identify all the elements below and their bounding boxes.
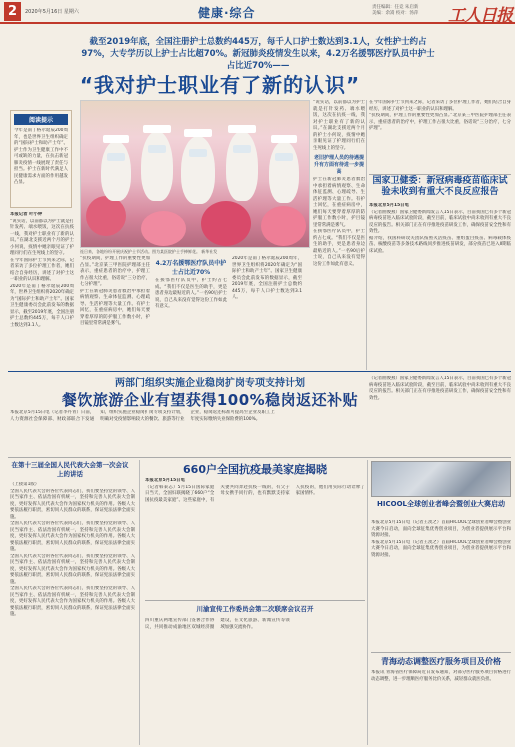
main-story-paragraph: 在今年国际护士节到来之际，记者采访了多位护理工作者，她们结合自身经历，讲述了对护士这一职业的认识和理解。 (369, 100, 511, 112)
families-body (145, 478, 365, 598)
main-story-paragraph: “抗疫期间，护理工作的重要性更加凸显。”北京某三甲医院护理部主任表示，重症患者的治疗中，护理工作占很大比重，俗话说“三分治疗，七分护理”。 (369, 113, 511, 131)
vaccine-story-text: （记者曲俊燕）国家卫健委新闻发言人15日表示，目前我国已有多个新冠病毒疫苗进入临床试验阶段，截至目前，临床试验中尚未收到有重大不良反应的报告。相关部门正在有序推进疫苗研发工作，确保疫苗安全性和有效性。 (369, 376, 511, 401)
main-story-subhead: 4.2万名援鄂医疗队员中护士占比近70% (155, 260, 227, 276)
speech-byline: （上接第1版） (10, 482, 40, 487)
families-dateline: 本报北京5月15日电 (145, 478, 185, 483)
vaccine-story-text-2: 据介绍，我国科研攻关团队按照灭活疫苗、重组蛋白疫苗、病毒载体疫苗、核酸疫苗等多条技术路线同步推进疫苗研发，部分疫苗已进入Ⅱ期临床试验。 (369, 235, 511, 254)
main-story-paragraph: 护士在新冠肺炎患者救治中承担着病情观察、生命体征监测、心理疏导、生活护理等大量工作。有护士回忆，在重症病房中，她们每天要穿着厚厚的防护服工作数小时，护目镜里常常满是雾气。 (313, 177, 365, 228)
qinghai-headline: 青海动态调整医疗服务项目及价格 (381, 657, 501, 666)
mid-story-text: 本报北京5月15日电（记者李丹青）日前，人力资源社会保障部、财政部联合下发通知，组织实施企业稳岗扩岗专项支持计划，明确对受疫情影响较大的餐饮、旅游等行业企业，稳岗返还标准可提高至企业及职工上年度实际缴纳失业保险费的100%。 (10, 410, 275, 422)
main-story-paragraph: “说实话，以前都以为护士就是打针发药、端水喂饭，这次在抗疫一线，我对护士职业有了新的认识。”在湖北支援近两个月的护士小何说，疫情中她亲眼见证了护理同行们在生死线上的坚守。 (313, 100, 365, 151)
mid-story-kicker: 两部门组织实施企业稳岗扩岗专项支持计划 (115, 378, 305, 389)
news-photo (371, 461, 511, 497)
sichuan-chongqing-headline: 川渝宣传工作委员会第二次联席会议召开 (196, 605, 314, 613)
page-number: 2 (4, 2, 21, 21)
speech-body (10, 482, 135, 744)
speech-headline: 在第十三届全国人民代表大会第一次会议上的讲话 (11, 461, 129, 478)
qinghai-text: 本报讯 青海省医疗保障局近日发布通知，对部分医疗服务项目价格进行动态调整，进一步理顺医疗服务比价关系，减轻群众就医负担。 (371, 670, 511, 682)
qinghai-body (371, 670, 511, 744)
main-story-mid-column (80, 256, 150, 370)
sichuan-chongqing-body (145, 618, 365, 744)
reading-tip-text: 今年是南丁格尔诞辰200周年，也是世界卫生组织确定的“国际护士和助产士年”。护士作为卫生健康工作中不可或缺的力量，在抗击新冠肺炎疫情一线展现了责任与担当。护士在新时代满足人民健康需求方面的作用越发凸显。 (14, 128, 68, 185)
main-story-mid-column-2 (155, 256, 227, 370)
vaccine-story-headline: 国家卫健委：新冠病毒疫苗临床试验未收到有重大不良反应报告 (372, 176, 508, 197)
main-story-paragraph: 在今年国际护士节到来之际，记者采访了多位护理工作者，她们结合自身经历，讲述了对护士这一职业的认识和理解。 (10, 257, 74, 282)
vaccine-story-text: （记者曲俊燕）国家卫健委新闻发言人15日表示，目前我国已有多个新冠病毒疫苗进入临床试验阶段，截至目前，临床试验中尚未收到有重大不良反应的报告。相关部门正在有序推进疫苗研发工作，确保疫苗安全性和有效性。 (369, 209, 511, 234)
main-story-mid-column-3 (232, 256, 302, 370)
mid-story-body (10, 410, 365, 454)
sichuan-chongqing-text: 四川重庆两地宣传部门签署合作协议，共同推动成渝地区双城经济圈建设，在文化旅游、新闻宣传等领域加强交流协作。 (145, 618, 290, 630)
speech-text: 全国人民代表大会的各位代表同志们，我们要坚持党的领导、人民当家作主、依法治国有机统一，坚持和完善人民代表大会制度，更好发挥人民代表大会作为国家权力机关的作用。各级人大要依法履行职责，密切同人民群众的联系，保证宪法法律全面实施。 (10, 553, 135, 585)
hicool-text: 本报北京5月15日电（记者王羡之）首届HICOOL全球创业者峰会暨创业大赛今日启动，面向全球征集优秀创业项目，为创业者提供展示平台和资源对接。 (371, 520, 511, 538)
main-story-paragraph: 2020年是南丁格尔诞辰200周年，世界卫生组织将2020年确定为“国际护士和助产士年”。国家卫生健康委员会此前发布的数据显示，截至2019年底，全国注册护士总数约445万，每千人口护士数达到3.1人。 (232, 256, 302, 300)
main-story-paragraph: “说实话，以前都以为护士就是打针发药、端水喂饭，这次在抗疫一线，我对护士职业有了新的认识。”在湖北支援近两个月的护士小何说，疫情中她亲眼见证了护理同行们在生死线上的坚守。 (10, 218, 74, 256)
main-story-paragraph: 2020年是南丁格尔诞辰200周年，世界卫生组织将2020年确定为“国际护士和助产士年”。国家卫生健康委员会此前发布的数据显示，截至2019年底，全国注册护士总数约445万，每千人口护士数达到3.1人。 (10, 283, 74, 328)
main-story-paragraph: 在援鄂医疗队员中，护士约占七成。“我们不仅是医生的助手，更是患者身边最贴近的人。”一名90后护士说，自己从来没有觉得这份工作如此有意义。 (313, 229, 365, 267)
main-headline: “我对护士职业有了新的认识” (79, 73, 361, 97)
date-line: 2020年5月16日 星期六 (25, 9, 79, 15)
hicool-headline: HICOOL全球创业者峰会暨创业大赛启动 (377, 500, 505, 508)
newspaper-masthead: 工人日报 (448, 6, 512, 26)
byline: 本报记者 叶小钟 (10, 212, 43, 217)
column-title: 健康·综合 (198, 6, 256, 20)
reading-tip-box (10, 110, 72, 208)
families-headline: 660户全国抗疫最美家庭揭晓 (183, 463, 327, 476)
editor-credits: 责任编辑：任竞 朱启新 美编：余嵩 校对：汤萍 (372, 5, 419, 16)
main-story-paragraph: “抗疫期间，护理工作的重要性更加凸显。”北京某三甲医院护理部主任表示，重症患者的治疗中，护理工作占很大比重，俗话说“三分治疗，七分护理”。 (80, 256, 150, 287)
nurses-photo (80, 100, 310, 248)
hicool-text: 本报北京5月15日电（记者王羡之）首届HICOOL全球创业者峰会暨创业大赛今日启动，面向全球征集优秀创业项目，为创业者提供展示平台和资源对接。 (371, 539, 511, 558)
right-mid-column (369, 376, 511, 456)
main-story-subhead: 老旧护理人员的待遇提升有方面有待进一步提高 (313, 155, 364, 175)
speech-text: 全国人民代表大会的各位代表同志们，我们要坚持党的领导、人民当家作主、依法治国有机统一，坚持和完善人民代表大会制度，更好发挥人民代表大会作为国家权力机关的作用。各级人大要依法履行职责，密切同人民群众的联系，保证宪法法律全面实施。 (10, 586, 135, 617)
main-story-paragraph: 护士在新冠肺炎患者救治中承担着病情观察、生命体征监测、心理疏导、生活护理等大量工作。有护士回忆，在重症病房中，她们每天要穿着厚厚的防护服工作数小时，护目镜里常常满是雾气。 (80, 288, 150, 326)
families-text: （记者韩秉志）5月15日国际家庭日当天，全国妇联揭晓了660户“全国抗疫最美家庭”。这些家庭中，有夫妻共同奔赴抗疫一线的，有父子母女携手同行的，也有默默支持家人抗疫的，他们用实际行动诠释了家国情怀。 (145, 484, 365, 503)
reading-tip-title: 阅读提示 (14, 114, 68, 125)
speech-text: 全国人民代表大会的各位代表同志们，我们要坚持党的领导、人民当家作主、依法治国有机统一，坚持和完善人民代表大会制度，更好发挥人民代表大会作为国家权力机关的作用。各级人大要依法履行职责，密切同人民群众的联系，保证宪法法律全面实施。 (10, 521, 135, 552)
speech-text: 全国人民代表大会的各位代表同志们，我们要坚持党的领导、人民当家作主、依法治国有机统一，坚持和完善人民代表大会制度，更好发挥人民代表大会作为国家权力机关的作用。各级人大要依法履行职责，密切同人民群众的联系，保证宪法法律全面实施。 (10, 488, 135, 520)
hicool-body (371, 520, 511, 650)
page-header (0, 0, 515, 24)
main-story-paragraph: 在援鄂医疗队员中，护士约占七成。“我们不仅是医生的助手，更是患者身边最贴近的人。”一名90后护士说，自己从来没有觉得这份工作如此有意义。 (155, 278, 227, 309)
lead-summary: 截至2019年底，全国注册护士总数约445万，每千人口护士数达到3.1人，女性护士约占97%，大专学历以上护士占比超70%。新冠肺炎疫情发生以来，4.2万名援鄂医疗队员中护士占比近70%—— (81, 37, 435, 71)
main-story-far-right (369, 100, 511, 172)
photo-caption: 连日来，各地纷纷开展庆祝护士节活动。图为某医院护士手捧鲜花。 新华社发 (80, 249, 218, 254)
mid-story-headline: 餐饮旅游企业有望获得100%稳岗返还补贴 (61, 391, 359, 409)
main-story-right-column (313, 100, 365, 370)
vaccine-story-dateline: 本报北京5月15日电 (369, 203, 409, 208)
main-story-left-column (10, 212, 74, 372)
vaccine-story-body (369, 203, 511, 370)
